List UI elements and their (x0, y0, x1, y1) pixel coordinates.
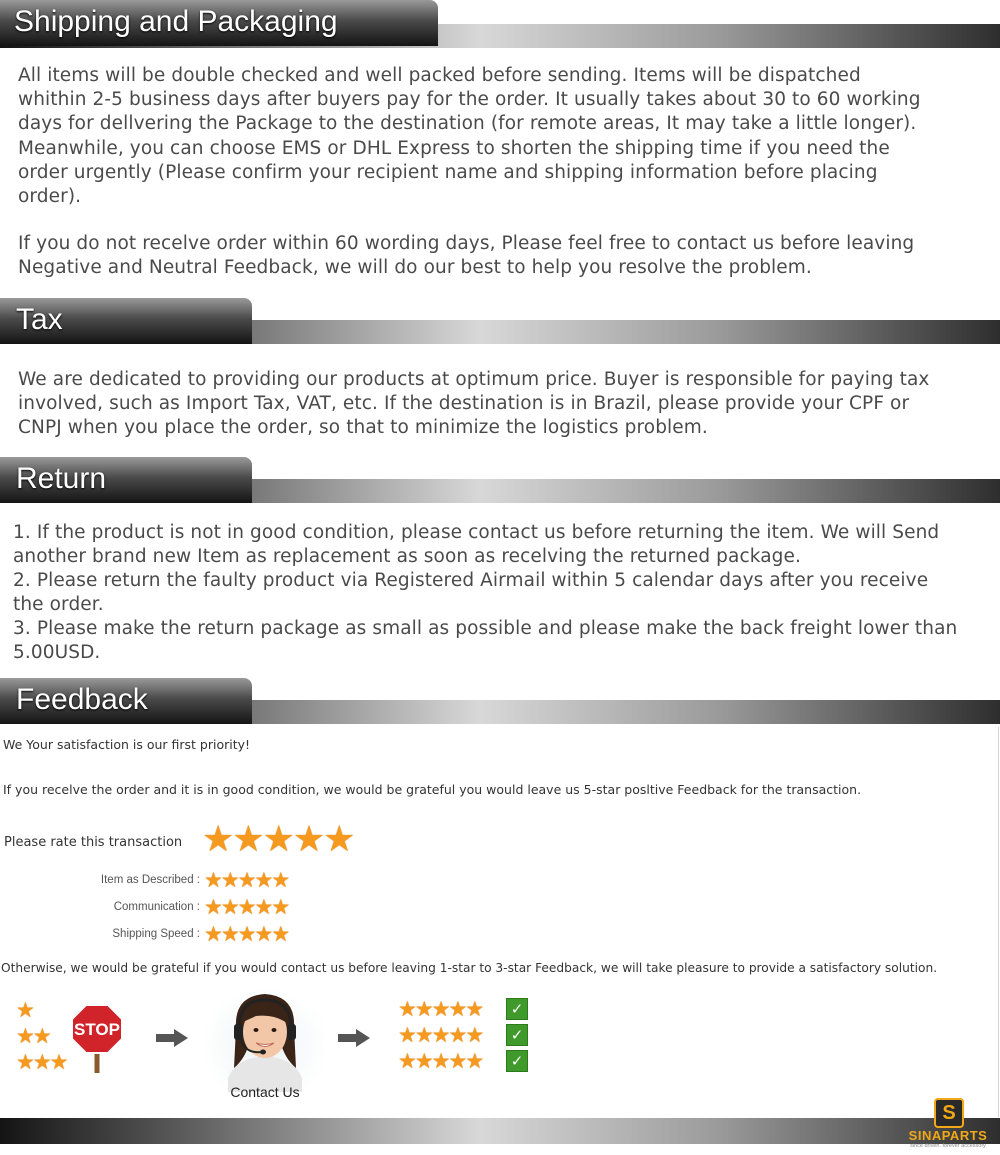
star-icon: ★ (398, 997, 417, 1021)
arrow-right-icon (156, 1029, 188, 1047)
shipping-paragraph-2: If you do not recelve order within 60 wording days, Please feel free to contact us before leaving Negative and Neutral Feedback, we will do our best to help you resolve the problem. (18, 233, 915, 279)
feedback-line-3: Otherwise, we would be grateful if you would contact us before leaving 1-star to 3-star Feedback, we will take pleasure to provide a satisfactory solution. (1, 961, 938, 975)
star-icon: ★ (237, 868, 257, 892)
section-title: Return (16, 462, 107, 495)
star-icon: ★ (398, 1023, 417, 1047)
return-item-1: 1. If the product is not in good condition, please contact us before returning the item. We will Send another brand new Item as replacement as soon as recelving the returned package. (13, 522, 940, 568)
check-icon: ✓ (506, 1050, 528, 1072)
header-tab (0, 678, 252, 724)
star-icon: ★ (465, 997, 485, 1021)
star-icon: ★ (220, 922, 240, 946)
star-icon: ★ (414, 997, 434, 1021)
star-icon: ★ (49, 1050, 69, 1074)
star-icon: ★ (16, 1050, 35, 1074)
star-icon[interactable]: ★ (262, 819, 295, 860)
star-icon: ★ (16, 1024, 35, 1048)
star-icon: ★ (271, 922, 291, 946)
header-tab (0, 457, 252, 503)
high-rating-stars (398, 997, 485, 1076)
rate-stars[interactable] (202, 819, 356, 860)
star-icon: ★ (237, 895, 257, 919)
star-icon: ★ (414, 1023, 434, 1047)
star-icon: ★ (237, 922, 257, 946)
star-icon: ★ (32, 1024, 52, 1048)
tax-paragraph: We are dedicated to providing our products at optimum price. Buyer is responsible for paying tax involved, such as Import Tax, VAT, etc. If the destination is in Brazil, please provide your CPF or CNPJ when you place the order, so that to minimize the logistics problem. (18, 369, 930, 439)
return-item-3: 3. Please make the return package as small as possible and please make the back freight lower than 5.00USD. (13, 618, 958, 664)
return-item-2: 2. Please return the faulty product via Registered Airmail within 5 calendar days after you receive the order. (13, 570, 929, 616)
stop-label: STOP (74, 1020, 120, 1039)
contact-us[interactable] (206, 988, 324, 1104)
rating-label-shipping-speed: Shipping Speed : (112, 928, 200, 940)
star-icon: ★ (271, 895, 291, 919)
logo-box-icon: S (934, 1098, 964, 1128)
star-icon: ★ (271, 868, 291, 892)
five-star-row (398, 997, 485, 1024)
return-header (0, 457, 1000, 505)
customer-service-avatar (206, 988, 324, 1092)
contact-us-label[interactable]: Contact Us (230, 1084, 300, 1100)
stop-sign-icon (70, 1003, 124, 1073)
star-icon: ★ (448, 1023, 468, 1047)
star-icon[interactable]: ★ (232, 819, 265, 860)
star-icon: ★ (204, 868, 223, 892)
rating-stars (204, 922, 291, 946)
star-icon[interactable]: ★ (323, 819, 356, 860)
rating-label-item-as-described: Item as Described : (100, 874, 200, 886)
rating-stars (204, 895, 291, 919)
star-icon: ★ (448, 997, 468, 1021)
one-star-row (16, 999, 66, 1025)
check-icon: ✓ (506, 998, 528, 1020)
brand-logo (900, 1098, 996, 1152)
star-icon: ★ (431, 997, 451, 1021)
star-icon: ★ (465, 1023, 485, 1047)
header-tab (0, 298, 252, 344)
header-tab (0, 0, 438, 46)
star-icon[interactable]: ★ (292, 819, 326, 860)
low-rating-stars (16, 998, 69, 1077)
star-icon: ★ (431, 1049, 451, 1073)
star-icon: ★ (16, 998, 35, 1022)
footer-bar (0, 1118, 1000, 1144)
star-icon: ★ (204, 895, 223, 919)
star-icon: ★ (220, 868, 240, 892)
feedback-line-1: We Your satisfaction is our first priority! (3, 737, 251, 752)
check-icon: ✓ (506, 1024, 528, 1046)
section-title: Shipping and Packaging (14, 5, 338, 38)
rating-label-communication: Communication : (113, 901, 200, 913)
star-icon: ★ (448, 1049, 468, 1073)
brand-tagline: since driven. forever accessory (910, 1143, 986, 1149)
star-icon: ★ (398, 1049, 417, 1073)
star-icon: ★ (414, 1049, 434, 1073)
feedback-header (0, 678, 1000, 726)
checkmarks (506, 998, 528, 1076)
tax-header (0, 298, 1000, 346)
star-icon: ★ (32, 1050, 52, 1074)
two-star-row (16, 1025, 66, 1051)
star-icon: ★ (254, 895, 274, 919)
star-icon: ★ (220, 895, 240, 919)
star-icon: ★ (465, 1049, 485, 1073)
rate-label: Please rate this transaction (4, 835, 183, 850)
shipping-paragraph-1: All items will be double checked and well packed before sending. Items will be dispatched whithin 2-5 business days after buyers pay for the order. It usually takes about 30 to 60 working days for dellvering the Package to the destination (for remote areas, It may take a little longer). Meanwhile, you can choose EMS or DHL Express to shorten the shipping time if you need the order urgently (Please confirm your recipient name and shipping information before placing order). (18, 65, 921, 208)
shipping-header (0, 0, 1000, 48)
star-icon: ★ (431, 1023, 451, 1047)
star-icon: ★ (254, 922, 274, 946)
section-title: Tax (16, 303, 63, 336)
three-star-row (16, 1050, 69, 1077)
brand-name: SINAPARTS (908, 1128, 988, 1143)
five-star-row (398, 1023, 485, 1050)
rating-stars (204, 868, 291, 892)
section-title: Feedback (16, 683, 148, 716)
five-star-row (398, 1049, 485, 1076)
star-icon: ★ (204, 922, 223, 946)
star-icon[interactable]: ★ (202, 819, 235, 860)
feedback-line-2: If you recelve the order and it is in good condition, we would be grateful you would leave us 5-star posltive Feedback for the transaction. (3, 782, 862, 797)
arrow-right-icon (338, 1029, 370, 1047)
star-icon: ★ (254, 868, 274, 892)
